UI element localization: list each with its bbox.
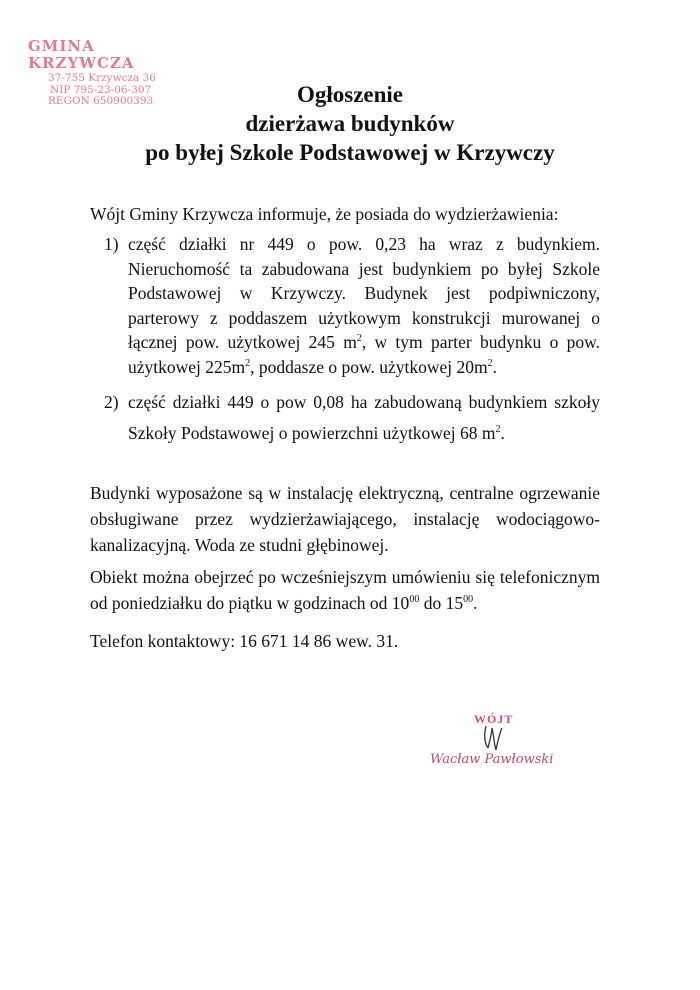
equipment-paragraph: Budynki wyposażone są w instalację elektryczną, centralne ogrzewanie obsługiwane przez wydzierżawiającego, instalację wodociągowo- kanalizacyjną. Woda ze studni głębinowej. [90, 483, 600, 555]
handwritten-signature-icon [478, 722, 508, 754]
signature-name: Wacław Pawłowski [430, 752, 554, 767]
offer-section [90, 202, 600, 449]
list-item [90, 387, 600, 449]
list-item-number: 2) [104, 392, 119, 412]
title-line-1: Ogłoszenie [296, 82, 404, 107]
stamp-title: GMINA KRZYWCZA [28, 37, 135, 72]
document-title [0, 80, 700, 167]
signature-title: WÓJT [474, 712, 514, 726]
stamp-regon: REGON 650900393 [48, 95, 154, 108]
intro-paragraph: Wójt Gminy Krzywcza informuje, że posiada do wydzierżawienia: [90, 204, 559, 224]
list-item [90, 232, 600, 379]
list-item-number: 1) [104, 234, 119, 254]
list-item-text: część działki nr 449 o pow. 0,23 ha wraz z budynkiem. Nieruchomość ta zabudowana jest budynkiem po byłej Szkole Podstawowej w Krzywczy. Budynek jest podpiwniczony, parterowy z poddaszem użytkowym konstrukcji murowanej o łącznej pow. użytkowej 245 $m^2$, w tym parter budynku o pow. użytkowej $225m^2$, poddasze o pow. użytkowej $20m^2$. [128, 234, 600, 377]
contact-paragraph: Telefon kontaktowy: 16 671 14 86 wew. 31. [90, 631, 399, 651]
signature-stamp [430, 712, 580, 772]
title-line-3: po byłej Szkole Podstawowej w Krzywczy [145, 140, 555, 165]
title-line-2: dzierżawa budynków [245, 111, 455, 136]
stamp-nip: NIP 795-23-06-307 [50, 83, 152, 96]
viewing-paragraph: Obiekt można obejrzeć po wcześniejszym umówieniu się telefonicznym od poniedziałku do piątku w godzinach od $10^{00}$ do $15^{00}$. [90, 567, 600, 613]
stamp-address: 37-755 Krzywcza 36 [48, 72, 156, 84]
list-item-text: część działki 449 o pow 0,08 ha zabudowaną budynkiem szkoły Szkoły Podstawowej o powierzchni użytkowej 68 $m^2$. [128, 392, 600, 443]
property-list [90, 232, 600, 449]
